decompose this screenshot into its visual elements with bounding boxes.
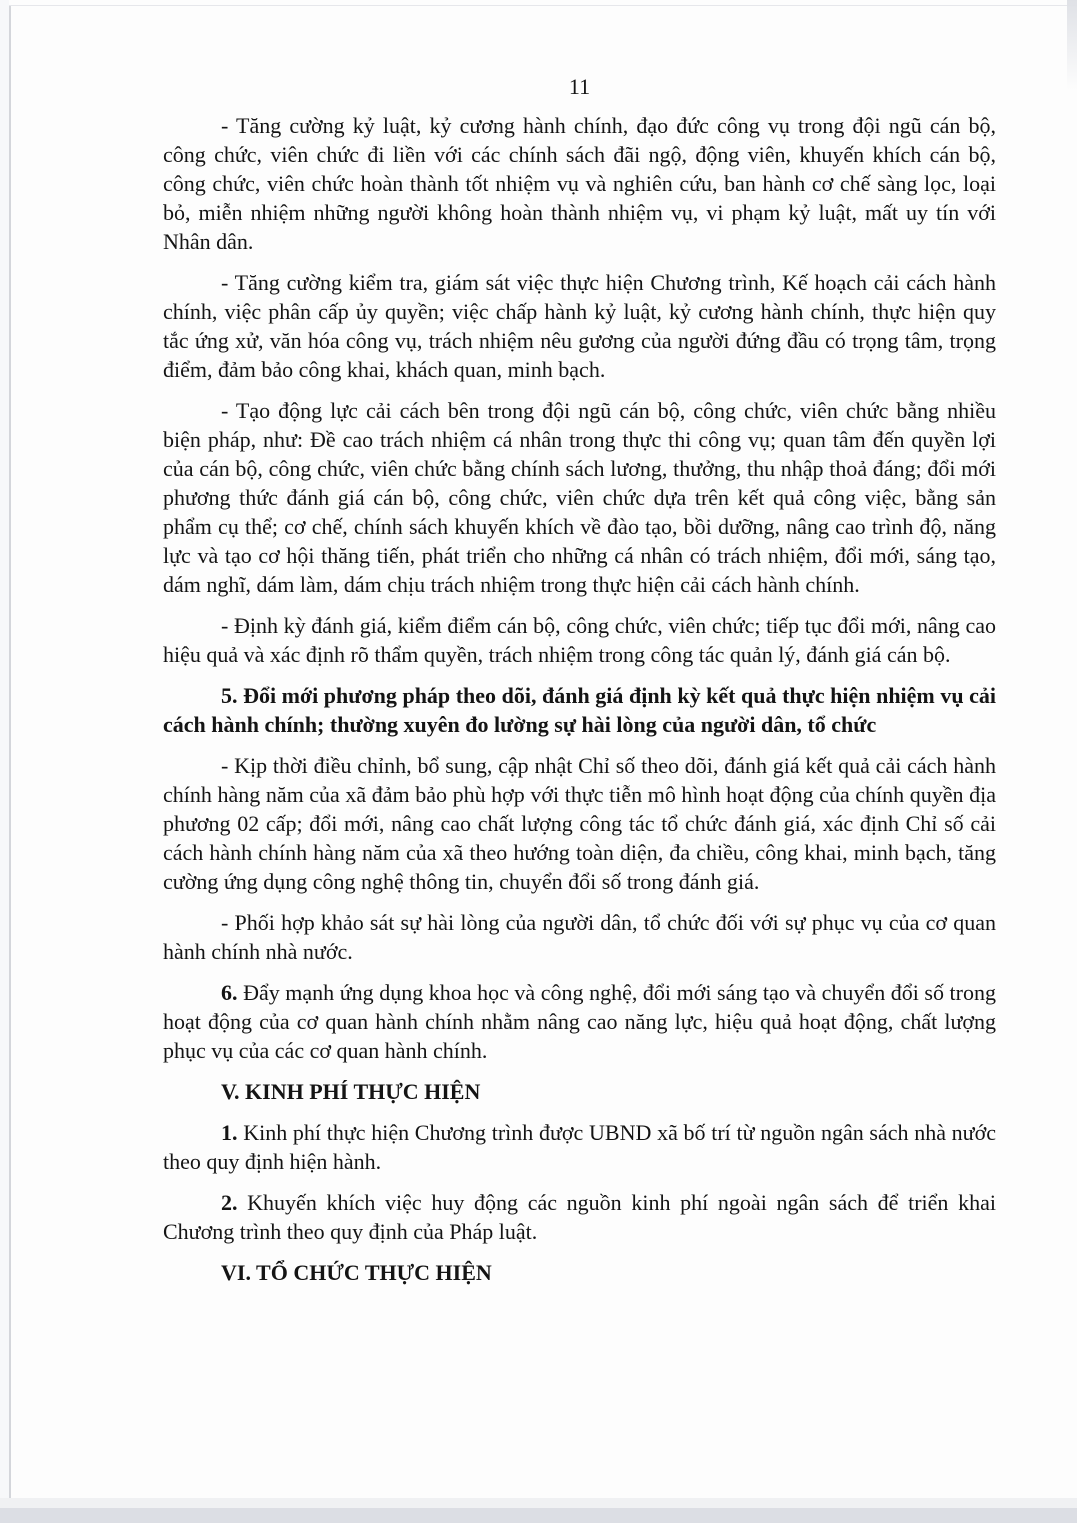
funding-1-number: 1. — [221, 1120, 238, 1145]
section-5-heading: 5. Đổi mới phương pháp theo dõi, đánh giá định kỳ kết quả thực hiện nhiệm vụ cải cách hành chính; thường xuyên đo lường sự hài lòng của người dân, tổ chức — [163, 683, 996, 737]
scan-bottom-strip — [0, 1508, 1077, 1523]
paragraph-funding-1 — [163, 1118, 996, 1176]
scan-left-gutter — [0, 0, 9, 1507]
page-body — [163, 0, 996, 1299]
paragraph-section-6 — [163, 978, 996, 1065]
paragraph-periodic-evaluation: - Định kỳ đánh giá, kiểm điểm cán bộ, công chức, viên chức; tiếp tục đổi mới, nâng cao hiệu quả và xác định rõ thẩm quyền, trách nhiệm trong công tác quản lý, đánh giá cán bộ. — [163, 613, 996, 667]
funding-2-number: 2. — [221, 1190, 238, 1215]
funding-2-text: Khuyến khích việc huy động các nguồn kinh phí ngoài ngân sách để triển khai Chương trình theo quy định của Pháp luật. — [163, 1190, 996, 1244]
section-v-heading: V. KINH PHÍ THỰC HIỆN — [221, 1079, 481, 1104]
section-vi-heading: VI. TỔ CHỨC THỰC HIỆN — [221, 1260, 492, 1285]
scan-right-edge-shadow — [1067, 0, 1077, 90]
page-number: 11 — [568, 74, 591, 99]
paragraph-index-update: - Kịp thời điều chỉnh, bổ sung, cập nhật Chỉ số theo dõi, đánh giá kết quả cải cách hành chính hàng năm của xã đảm bảo phù hợp với thực tiễn mô hình hoạt động của chính quyền địa phương 02 cấp; đổi mới, nâng cao chất lượng công tác tổ chức đánh giá, xác định Chỉ số cải cách hành chính hàng năm của xã theo hướng toàn diện, đa chiều, công khai, minh bạch, tăng cường ứng dụng công nghệ thông tin, chuyển đổi số trong đánh giá. — [163, 753, 996, 894]
paragraph-inspection: - Tăng cường kiểm tra, giám sát việc thực hiện Chương trình, Kế hoạch cải cách hành chính, việc phân cấp ủy quyền; việc chấp hành kỷ luật, kỷ cương hành chính, thực hiện quy tắc ứng xử, văn hóa công vụ, trách nhiệm nêu gương của người đứng đầu có trọng tâm, trọng điểm, đảm bảo công khai, khách quan, minh bạch. — [163, 270, 996, 382]
paragraph-discipline: - Tăng cường kỷ luật, kỷ cương hành chính, đạo đức công vụ trong đội ngũ cán bộ, công chức, viên chức đi liền với các chính sách đãi ngộ, động viên, khuyến khích cán bộ, công chức, viên chức hoàn thành tốt nhiệm vụ và nghiên cứu, ban hành cơ chế sàng lọc, loại bỏ, miễn nhiệm những người không hoàn thành nhiệm vụ, vi phạm kỷ luật, mất uy tín với Nhân dân. — [163, 113, 996, 254]
paragraph-funding-2 — [163, 1188, 996, 1246]
scan-bottom-shadow-soft — [0, 1498, 1077, 1508]
scan-left-edge-line — [9, 6, 11, 1507]
paragraph-motivation: - Tạo động lực cải cách bên trong đội ngũ cán bộ, công chức, viên chức bằng nhiều biện pháp, như: Đề cao trách nhiệm cá nhân trong thực thi công vụ; quan tâm đến quyền lợi của cán bộ, công chức, viên chức bằng chính sách lương, thưởng, thu nhập thoả đáng; đổi mới phương thức đánh giá cán bộ, công chức, viên chức dựa trên kết quả công việc, bằng sản phẩm cụ thể; cơ chế, chính sách khuyến khích về đào tạo, bồi dưỡng, nâng cao trình độ, năng lực và tạo cơ hội thăng tiến, phát triển cho những cá nhân có trách nhiệm, đổi mới, sáng tạo, dám nghĩ, dám làm, dám chịu trách nhiệm trong thực hiện cải cách hành chính. — [163, 398, 996, 597]
section-6-text: Đẩy mạnh ứng dụng khoa học và công nghệ, đổi mới sáng tạo và chuyển đổi số trong hoạt động của cơ quan hành chính nhằm nâng cao năng lực, hiệu quả hoạt động, chất lượng phục vụ của các cơ quan hành chính. — [163, 980, 996, 1063]
funding-1-text: Kinh phí thực hiện Chương trình được UBND xã bố trí từ nguồn ngân sách nhà nước theo quy định hiện hành. — [163, 1120, 996, 1174]
paragraph-satisfaction-survey: - Phối hợp khảo sát sự hài lòng của người dân, tổ chức đối với sự phục vụ của cơ quan hành chính nhà nước. — [163, 910, 996, 964]
section-6-number: 6. — [221, 980, 238, 1005]
